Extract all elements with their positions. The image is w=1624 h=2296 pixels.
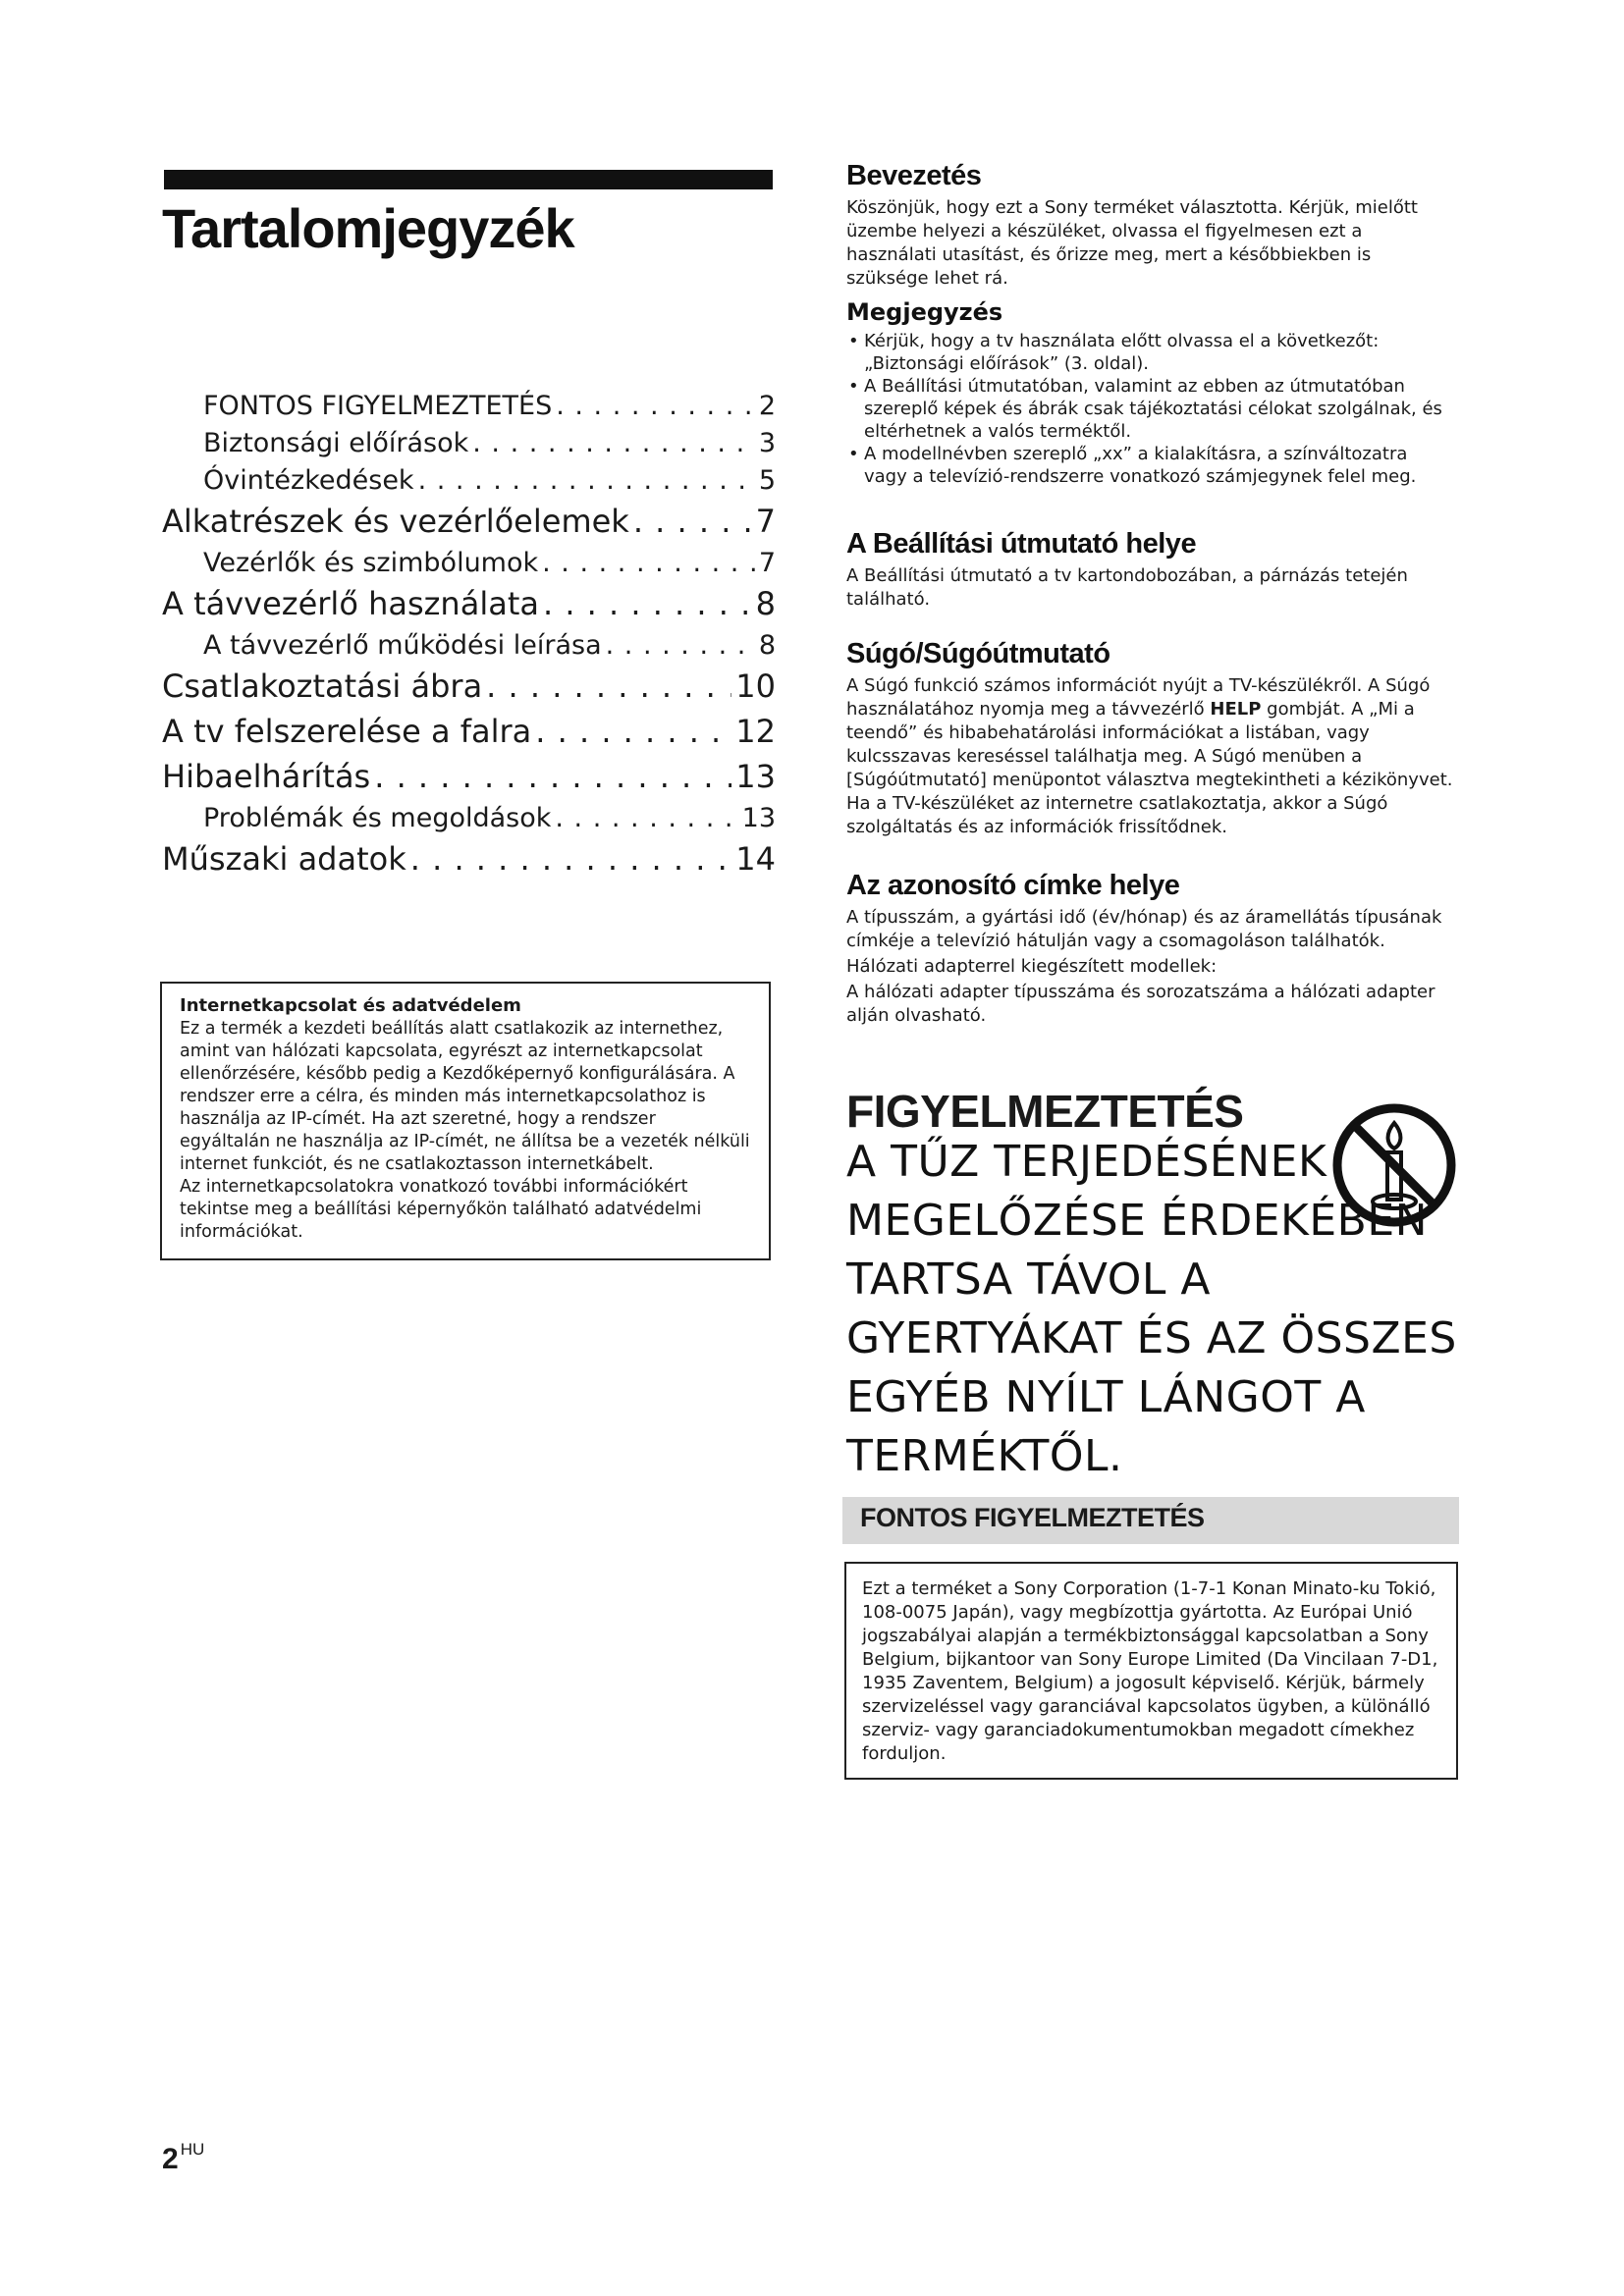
setup-guide-heading: A Beállítási útmutató helye (846, 528, 1197, 560)
toc-entry-page: 12 (735, 713, 776, 750)
setup-guide-text: A Beállítási útmutató a tv kartondobozában, a párnázás tetején található. (846, 565, 1408, 610)
toc-entry-page: 8 (755, 585, 776, 622)
important-warning-text: Ezt a terméket a Sony Corporation (1-7-1 Konan Minato-ku Tokió, 108-0075 Japán), vagy megbízottja gyártotta. Az Európai Unió jogszabályai alapján a termékbiztonsággal kapcsolatban a Sony Belgium, bijkantoor van Sony Europe Limited (Da Vincilaan 7-D1, 1935 Zaventem, Belgium) a jogosult képviselő. Kérjük, bármely szervizeléssel vagy garanciával kapcsolatos ügyben, a különálló szerviz- vagy garanciadokumentumokban megadott címekhez forduljon. (862, 1578, 1438, 1764)
note-item: • A modellnévben szereplő „xx” a kialakításra, a színváltozatra vagy a televízió-rendszerre vonatkozó számjegynek felel meg. (846, 443, 1455, 488)
warning-text-body: A TŰZ TERJEDÉSÉNEK MEGELŐZÉSE ÉRDEKÉBEN TARTSA TÁVOL A GYERTYÁKAT ÉS AZ ÖSSZES EGYÉB NYÍLT LÁNGOT A TERMÉKTŐL. (846, 1137, 1457, 1481)
toc-entry-label: Problémák és megoldások (203, 803, 552, 833)
internet-privacy-text: Ez a termék a kezdeti beállítás alatt csatlakozik az internethez, amint van hálózati kapcsolata, egyrészt az internetkapcsolat ellenőrzésére, később pedig a Kezdőképernyő konfigurálására. A rendszer erre a célra, és minden más internetkapcsolathoz is használja az IP-címét. Ha azt szeretné, hogy a rendszer egyáltalán ne használja az IP-címét, ne állítsa be a vezeték nélküli internet funkciót, és ne csatlakoztasson internetkábelt. (180, 1019, 750, 1174)
toc-leader-dots (542, 548, 755, 578)
toc-leader-dots (606, 630, 755, 661)
id-label-text: A típusszám, a gyártási idő (év/hónap) és az áramellátás típusának címkéje a televízió hátulján vagy a csomagoláson találhatók. (846, 907, 1442, 951)
toc-entry[interactable] (162, 840, 776, 885)
id-label-section (846, 870, 1455, 1028)
toc-leader-dots (556, 391, 755, 421)
important-warning-box (844, 1562, 1458, 1780)
toc-entry[interactable] (162, 713, 776, 758)
toc-entry-page: 2 (758, 391, 776, 421)
important-warning-heading: FONTOS FIGYELMEZTETÉS (860, 1503, 1205, 1532)
toc-leader-dots (535, 713, 731, 750)
toc-leader-dots (486, 667, 731, 705)
internet-privacy-box (160, 982, 771, 1260)
toc-entry-page: 13 (735, 758, 776, 795)
toc-entry-label: A távvezérlő használata (162, 585, 539, 622)
toc-title-rule (164, 170, 773, 189)
toc-leader-dots (555, 803, 737, 833)
toc-entry-label: A távvezérlő működési leírása (203, 630, 602, 661)
toc-entry-label: Hibaelhárítás (162, 758, 371, 795)
help-section (846, 638, 1455, 839)
id-label-adapter-text: A hálózati adapter típusszáma és sorozatszáma a hálózati adapter alján olvasható. (846, 982, 1435, 1026)
help-heading: Súgó/Súgóútmutató (846, 638, 1110, 669)
toc-entry[interactable] (162, 630, 776, 667)
toc-entry-page: 8 (758, 630, 776, 661)
setup-guide-section (846, 528, 1455, 612)
toc-leader-dots (418, 465, 755, 496)
toc-entry-page: 13 (741, 803, 776, 833)
toc-entry-label: FONTOS FIGYELMEZTETÉS (203, 391, 553, 421)
toc-entry[interactable] (162, 758, 776, 803)
toc-entry-label: Óvintézkedések (203, 465, 414, 496)
toc-entry-page: 3 (758, 428, 776, 458)
toc-leader-dots (633, 503, 752, 540)
intro-text: Köszönjük, hogy ezt a Sony terméket választotta. Kérjük, mielőtt üzembe helyezi a készüléket, olvassa el figyelmesen ezt a használati utasítást, és őrizze meg, mert a későbbiekben is szüksége lehet rá. (846, 197, 1418, 289)
toc-entry-label: Csatlakoztatási ábra (162, 667, 483, 705)
note-heading: Megjegyzés (846, 298, 1003, 326)
help-text-part: gombját. A „Mi a teendő” és hibabehatárolási információkat a listában, vagy kulcsszavas kereséssel találhatja meg. A Súgó menüben a [Súgóútmutató] menüpontot választva megtekintheti a kézikönyvet. Ha a TV-készüléket az internetre csatlakoztatja, akkor a Súgó szolgáltatás és az információk frissítődnek. (846, 699, 1453, 837)
toc-entry[interactable] (162, 503, 776, 548)
toc-entry-label: Biztonsági előírások (203, 428, 469, 458)
toc-entry-label: Alkatrészek és vezérlőelemek (162, 503, 629, 540)
toc-entry-label: Vezérlők és szimbólumok (203, 548, 539, 578)
toc-entry[interactable] (162, 585, 776, 630)
toc-entry-page: 5 (758, 465, 776, 496)
help-key-label: HELP (1210, 699, 1262, 720)
toc-leader-dots (374, 758, 731, 795)
intro-heading: Bevezetés (846, 160, 982, 191)
toc-entry-page: 14 (735, 840, 776, 878)
table-of-contents (162, 391, 776, 885)
toc-entry-page: 10 (735, 667, 776, 705)
page-number (162, 2140, 204, 2176)
page-language-code: HU (180, 2140, 205, 2159)
toc-entry-page: 7 (758, 548, 776, 578)
toc-title: Tartalomjegyzék (162, 197, 574, 259)
toc-entry-label: A tv felszerelése a falra (162, 713, 532, 750)
note-item: • A Beállítási útmutatóban, valamint az ebben az útmutatóban szereplő képek és ábrák csak tájékoztatási célokat szolgálnak, és eltérhetnek a valós terméktől. (846, 375, 1455, 443)
toc-entry[interactable] (162, 391, 776, 428)
id-label-heading: Az azonosító címke helye (846, 870, 1180, 901)
important-warning-header (842, 1497, 1459, 1544)
intro-section (846, 160, 1455, 488)
internet-privacy-title: Internetkapcsolat és adatvédelem (180, 995, 521, 1016)
toc-entry[interactable] (162, 803, 776, 840)
toc-entry[interactable] (162, 428, 776, 465)
no-candle-icon (1330, 1101, 1458, 1229)
toc-entry[interactable] (162, 548, 776, 585)
toc-entry[interactable] (162, 667, 776, 713)
toc-entry-page: 7 (755, 503, 776, 540)
help-text-part: A Súgó funkció számos információt nyújt a TV-készülékről. A Súgó használatához nyomja meg a távvezérlő (846, 675, 1431, 720)
internet-privacy-more: Az internetkapcsolatokra vonatkozó további információkért tekintse meg a beállítási képernyőkön található adatvédelmi információkat. (180, 1177, 702, 1242)
toc-entry[interactable] (162, 465, 776, 503)
page-number-value: 2 (162, 2143, 179, 2175)
toc-leader-dots (543, 585, 752, 622)
warning-title: FIGYELMEZTETÉS (846, 1086, 1244, 1137)
id-label-adapter-models: Hálózati adapterrel kiegészített modellek: (846, 956, 1218, 977)
note-item: • Kérjük, hogy a tv használata előtt olvassa el a következőt: „Biztonsági előírások” (3. oldal). (846, 330, 1455, 375)
toc-leader-dots (472, 428, 755, 458)
toc-leader-dots (410, 840, 732, 878)
help-text (846, 674, 1455, 839)
toc-entry-label: Műszaki adatok (162, 840, 406, 878)
